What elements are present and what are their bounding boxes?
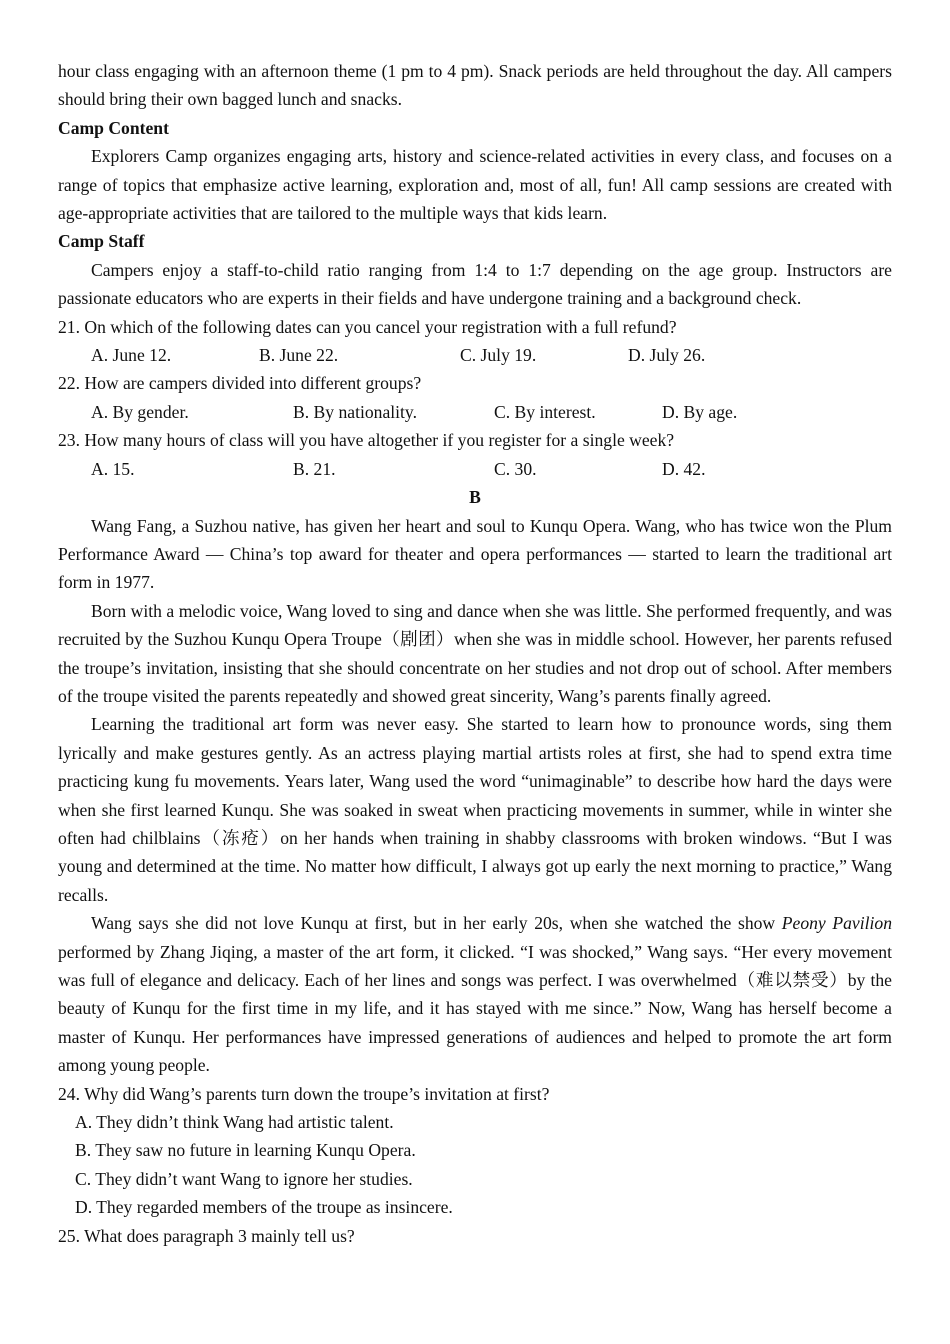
document-page	[58, 57, 892, 1250]
option-b: B. 21.	[293, 458, 336, 479]
section-b-label: B	[469, 487, 481, 508]
option-c: C. July 19.	[460, 345, 537, 366]
camp-staff-paragraph: Campers enjoy a staff-to-child ratio ranging from 1:4 to 1:7 depending on the age group. Instructors are passionate educators who are experts in their fields and have undergone training and a background check.	[58, 259, 892, 309]
question-24-option-b: B. They saw no future in learning Kunqu Opera.	[75, 1140, 416, 1161]
question-24-option-a: A. They didn’t think Wang had artistic talent.	[75, 1112, 394, 1133]
question-24-option-d: D. They regarded members of the troupe as insincere.	[75, 1197, 453, 1218]
question-25: 25. What does paragraph 3 mainly tell us?	[58, 1225, 355, 1246]
intro-continued-paragraph: hour class engaging with an afternoon theme (1 pm to 4 pm). Snack periods are held throughout the day. All campers should bring their own bagged lunch and snacks.	[58, 61, 892, 110]
question-24-option-c: C. They didn’t want Wang to ignore her studies.	[75, 1168, 413, 1189]
option-d: D. 42.	[662, 458, 706, 479]
passage-b-paragraph-3: Learning the traditional art form was never easy. She started to learn how to pronounce words, sing them lyrically and make gestures gently. As an actress playing martial artists roles at first, she had to spend extra time practicing kung fu movements. Years later, Wang used the word “unimaginable” to describe how hard the days were when she first learned Kunqu. She was soaked in sweat when practicing movements in summer, while in winter she often had chilblains（冻疮）on her hands when training in shabby classrooms with broken windows. “But I was young and determined at the time. No matter how difficult, I always got up early the next morning to practice,” Wang recalls.	[58, 714, 892, 905]
camp-content-paragraph: Explorers Camp organizes engaging arts, history and science-related activities in every class, and focuses on a range of topics that emphasize active learning, exploration and, most of all, fun! All camp sessions are created with age-appropriate activities that are tailored to the multiple ways that kids learn.	[58, 146, 892, 224]
camp-content-heading: Camp Content	[58, 117, 169, 138]
question-23: 23. How many hours of class will you have altogether if you register for a single week?	[58, 430, 675, 451]
option-a: A. 15.	[91, 458, 135, 479]
question-24: 24. Why did Wang’s parents turn down the troupe’s invitation at first?	[58, 1083, 550, 1104]
option-b: B. By nationality.	[293, 401, 417, 422]
option-a: A. June 12.	[91, 345, 172, 366]
passage-b-paragraph-2: Born with a melodic voice, Wang loved to sing and dance when she was little. She performed frequently, and was recruited by the Suzhou Kunqu Opera Troupe（剧团）when she was in middle school. However, her parents refused the troupe’s invitation, insisting that she should concentrate on her studies and not drop out of school. After members of the troupe visited the parents repeatedly and showed great sincerity, Wang’s parents finally agreed.	[58, 600, 892, 706]
passage-b-paragraph-4	[58, 909, 892, 1079]
passage-b-paragraph-1: Wang Fang, a Suzhou native, has given her heart and soul to Kunqu Opera. Wang, who has twice won the Plum Performance Award — China’s top award for theater and opera performances — started to learn the traditional art form in 1977.	[58, 515, 892, 593]
option-d: D. By age.	[662, 401, 738, 422]
option-c: C. By interest.	[494, 401, 596, 422]
question-22: 22. How are campers divided into different groups?	[58, 373, 422, 394]
option-b: B. June 22.	[259, 345, 339, 366]
option-a: A. By gender.	[91, 401, 189, 422]
paragraph-4-text-end: performed by Zhang Jiqing, a master of the art form, it clicked. “I was shocked,” Wang says. “Her every movement was full of elegance and delicacy. Each of her lines and songs was perfect. I was overwhelmed（难以禁受）by the beauty of Kunqu for the first time in my life, and it has stayed with me since.” Now, Wang has herself become a master of Kunqu. Her performances have impressed generations of audiences and helped to promote the art form among young people.	[58, 941, 892, 1076]
paragraph-4-text-start: Wang says she did not love Kunqu at first, but in her early 20s, when she watched the show	[91, 913, 782, 934]
show-title: Peony Pavilion	[781, 913, 893, 934]
question-23-options	[58, 455, 892, 483]
option-c: C. 30.	[494, 458, 537, 479]
camp-staff-heading: Camp Staff	[58, 231, 145, 252]
question-21-options	[58, 341, 892, 369]
option-d: D. July 26.	[628, 345, 706, 366]
question-22-options	[58, 398, 892, 426]
question-21: 21. On which of the following dates can you cancel your registration with a full refund?	[58, 316, 677, 337]
